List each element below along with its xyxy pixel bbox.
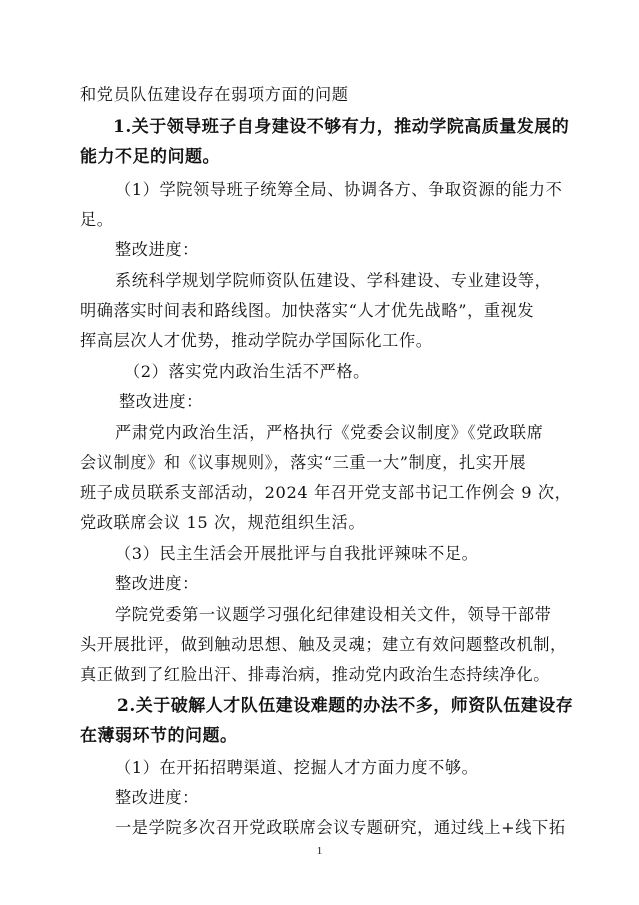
text-line: 头开展批评，做到触动思想、触及灵魂；建立有效问题整改机制，	[80, 635, 567, 654]
section-heading: 能力不足的问题。	[80, 147, 220, 167]
text-line: 严肃党内政治生活，严格执行《党委会议制度》《党政联席	[115, 423, 544, 442]
progress-label: 整改进度：	[115, 240, 199, 259]
text-line: 会议制度》和《议事规则》，落实“三重一大”制度，扎实开展	[80, 453, 527, 472]
text-line: 真正做到了红脸出汗、排毒治病，推动党内政治生态持续净化。	[80, 665, 551, 684]
section-heading: 2.关于破解人才队伍建设难题的办法不多，师资队伍建设存	[117, 696, 574, 716]
page-number: 1	[316, 845, 323, 857]
item-heading: （1）在开拓招聘渠道、挖掘人才方面力度不够。	[115, 758, 479, 777]
text-line: 挥高层次人才优势，推动学院办学国际化工作。	[80, 331, 433, 350]
text-line: 系统科学规划学院师资队伍建设、学科建设、专业建设等，	[115, 271, 552, 290]
progress-label: 整改进度：	[119, 392, 203, 411]
text-line: 明确落实时间表和路线图。加快落实“人才优先战略”，重视发	[80, 301, 535, 320]
progress-label: 整改进度：	[115, 788, 199, 807]
text-line: 一是学院多次召开党政联席会议专题研究，通过线上+线下拓	[115, 818, 566, 837]
text-line: 班子成员联系支部活动，2024 年召开党支部书记工作例会 9 次，	[80, 483, 572, 502]
text-line: 和党员队伍建设存在弱项方面的问题	[80, 85, 349, 104]
section-heading: 1.关于领导班子自身建设不够有力，推动学院高质量发展的	[113, 117, 570, 137]
text-line: 足。	[80, 210, 114, 229]
item-heading: （2）落实党内政治生活不严格。	[124, 362, 370, 381]
section-heading: 在薄弱环节的问题。	[80, 726, 238, 746]
item-heading: （1）学院领导班子统筹全局、协调各方、争取资源的能力不	[115, 180, 563, 199]
text-line: 党政联席会议 15 次，规范组织生活。	[80, 513, 366, 532]
text-line: 学院党委第一议题学习强化纪律建设相关文件，领导干部带	[115, 605, 552, 624]
item-heading: （3）民主生活会开展批评与自我批评辣味不足。	[115, 544, 479, 563]
progress-label: 整改进度：	[115, 574, 199, 593]
